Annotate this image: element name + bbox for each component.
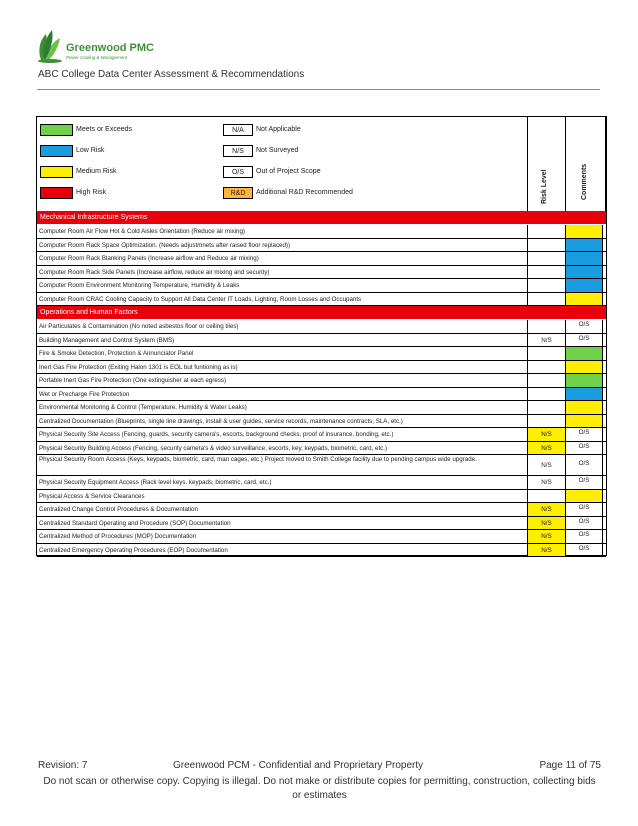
comments-cell: [565, 266, 603, 279]
row-label: Inert Gas Fire Protection (Exiting Halon 1301 is EOL but funtioning as is): [39, 363, 238, 371]
row-label: Computer Room Environment Monitoring Temperature, Humidity & Leaks: [39, 282, 240, 289]
section-header: Operations and Human Factors: [37, 306, 606, 319]
comments-cell: [565, 252, 603, 265]
right-column-divider: [605, 116, 606, 212]
risk-level-cell: N/S: [527, 442, 565, 455]
comments-column-divider: [565, 116, 566, 212]
row-label: Computer Room CRAC Cooling Capacity to Support All Data Center IT Loads, Lighting, Room Losses and Occupants: [39, 295, 362, 303]
risk-level-cell: [527, 266, 565, 279]
section-header: Mechanical Infrastructure Systems: [37, 211, 606, 224]
comments-cell: O/S: [565, 517, 603, 530]
risk-level-header: Risk Level: [541, 169, 548, 204]
risk-level-cell: [527, 490, 565, 503]
risk-level-cell: [527, 279, 565, 292]
row-label: Centralized Standard Operating and Procedure (SOP) Documentation: [39, 519, 231, 527]
row-label: Environmental Monitoring & Control (Temperature, Humidity & Water Leaks): [39, 404, 247, 411]
row-label: Physical Access & Service Clearances: [39, 492, 145, 500]
risk-level-cell: N/S: [527, 503, 565, 516]
row-label: Physical Security Equipment Access (Rack level keys, keypads, biometric, card, etc.): [39, 479, 272, 486]
table-row: [37, 415, 606, 429]
copy-notice: Do not scan or otherwise copy. Copying is illegal. Do not make or distribute copies for permitting, construction, collecting bids or estimates: [43, 776, 596, 801]
table-row: [37, 503, 606, 517]
comments-cell: [565, 388, 603, 401]
legend-risk-label: High Risk: [76, 189, 106, 196]
comments-cell: [565, 401, 603, 414]
row-label: Centralized Change Control Procedures & Documentation: [39, 506, 198, 513]
row-label: Computer Room Rack Blanking Panels (Increase airflow and Reduce air mixing): [39, 255, 259, 262]
risk-level-cell: [527, 293, 565, 306]
legend-code-label: Not Surveyed: [256, 147, 299, 154]
comments-cell: [565, 361, 603, 374]
table-row: [37, 293, 606, 307]
legend-code-box: N/S: [223, 145, 253, 157]
legend-code-label: Additional R&D Recommended: [256, 189, 353, 196]
row-label: Wet or Precharge Fire Protection: [39, 390, 130, 398]
table-row: [37, 401, 606, 415]
row-label: Centralized Documentation (Blueprints, single line drawings, install & user guides, service records, maintenance contracts, SLA, etc.): [39, 417, 403, 425]
row-label: Centralized Emergency Operating Procedures (EOP) Documentation: [39, 546, 228, 554]
table-row: [37, 239, 606, 253]
risk-level-cell: N/S: [527, 517, 565, 530]
logo-name: Greenwood PMC: [66, 42, 155, 54]
comments-header: Comments: [581, 163, 588, 200]
comments-cell: O/S: [565, 503, 603, 516]
page-number: Page 11 of 75: [539, 760, 601, 771]
risk-level-cell: N/S: [527, 428, 565, 441]
risk-level-cell: [527, 239, 565, 252]
row-label: Physical Security Site Access (Fencing, guards, security camera's, escorts, background checks, proof of insurance, bonding, etc.): [39, 431, 394, 438]
table-row: [37, 266, 606, 280]
risk-level-cell: N/S: [527, 544, 565, 557]
risk-column-divider: [527, 116, 528, 212]
comments-cell: O/S: [565, 334, 603, 347]
risk-level-cell: N/S: [527, 530, 565, 543]
table-row: [37, 476, 606, 490]
risk-level-cell: [527, 361, 565, 374]
risk-level-cell: N/S: [527, 455, 565, 475]
comments-cell: [565, 239, 603, 252]
legend-swatch-green: [40, 124, 73, 136]
comments-cell: O/S: [565, 428, 603, 441]
risk-level-cell: [527, 401, 565, 414]
table-row: [37, 490, 606, 504]
risk-level-cell: [527, 225, 565, 238]
comments-cell: O/S: [565, 455, 603, 475]
risk-level-cell: [527, 388, 565, 401]
risk-level-cell: N/S: [527, 476, 565, 489]
row-label: Building Management and Control System (BMS): [39, 336, 175, 344]
comments-cell: [565, 415, 603, 428]
table-row: [37, 374, 606, 388]
risk-level-cell: [527, 415, 565, 428]
comments-cell: [565, 347, 603, 360]
table-row: [37, 388, 606, 402]
row-label: Computer Room Rack Space Optimization. (Needs adjustmnets after raised floor replaced)): [39, 241, 291, 249]
table-row: [37, 347, 606, 361]
row-label: Computer Room Rack Side Panels (Increase airflow, reduce air mixing and security): [39, 268, 270, 276]
risk-level-cell: [527, 252, 565, 265]
table-row: [37, 252, 606, 266]
legend-code-label: Not Applicable: [256, 126, 301, 133]
table-row: [37, 279, 606, 293]
legend-code-box: N/A: [223, 124, 253, 136]
table-row: [37, 320, 606, 334]
table-row: [37, 455, 606, 476]
document-title: ABC College Data Center Assessment & Recommendations: [38, 69, 305, 80]
title-divider: [37, 89, 600, 90]
row-label: Centralized Method of Procedures (MOP) Documentation: [39, 533, 197, 540]
revision-label: Revision: 7: [38, 760, 88, 771]
row-label: Fire & Smoke Detection, Protection & Annunciator Panel: [39, 350, 194, 357]
row-label: Computer Room Air Flow Hot & Cold Aisles Orientation (Reduce air mixing): [39, 228, 245, 235]
table-row: [37, 530, 606, 544]
row-label: Air Particulates & Contamination (No noted asbestos floor or ceiling tiles): [39, 323, 239, 330]
table-row: [37, 442, 606, 456]
risk-level-cell: N/S: [527, 334, 565, 347]
legend-code-box: O/S: [223, 166, 253, 178]
legend-swatch-yellow: [40, 166, 73, 178]
table-row: [37, 517, 606, 531]
legend-code-label: Out of Project Scope: [256, 168, 321, 175]
legend-risk-label: Meets or Exceeds: [76, 126, 133, 133]
row-label: Physical Security Room Access (Keys, keypads, biometric, card, man cages, etc.) Project moved to Smith College facility due to pending campus wide upgrade.: [39, 456, 477, 463]
table-row: [37, 544, 606, 558]
comments-cell: [565, 374, 603, 387]
comments-cell: O/S: [565, 442, 603, 455]
table-row: [37, 428, 606, 442]
legend-risk-label: Medium Risk: [76, 168, 117, 175]
comments-cell: [565, 490, 603, 503]
comments-cell: [565, 293, 603, 306]
comments-cell: O/S: [565, 530, 603, 543]
row-label: Portable Inert Gas Fire Protection (One extinguisher at each egress): [39, 377, 227, 384]
comments-cell: O/S: [565, 544, 603, 557]
comments-cell: O/S: [565, 320, 603, 333]
comments-cell: O/S: [565, 476, 603, 489]
row-label: Physical Security Building Access (Fencing, security camera's & video surveillance, escorts, key, keypads, biometric, card, etc.): [39, 444, 388, 452]
table-row: [37, 225, 606, 239]
legend-code-box: R&D: [223, 187, 253, 199]
comments-cell: [565, 279, 603, 292]
leaf-icon: [38, 30, 62, 63]
confidential-label: Greenwood PCM - Confidential and Proprietary Property: [173, 760, 424, 771]
risk-level-cell: [527, 320, 565, 333]
comments-cell: [565, 225, 603, 238]
table-row: [37, 334, 606, 348]
risk-level-cell: [527, 374, 565, 387]
legend-swatch-red: [40, 187, 73, 199]
risk-level-cell: [527, 347, 565, 360]
legend-risk-label: Low Risk: [76, 147, 105, 154]
table-row: [37, 361, 606, 375]
logo-tagline: Power Cooling & Management: [66, 55, 128, 60]
legend-swatch-blue: [40, 145, 73, 157]
